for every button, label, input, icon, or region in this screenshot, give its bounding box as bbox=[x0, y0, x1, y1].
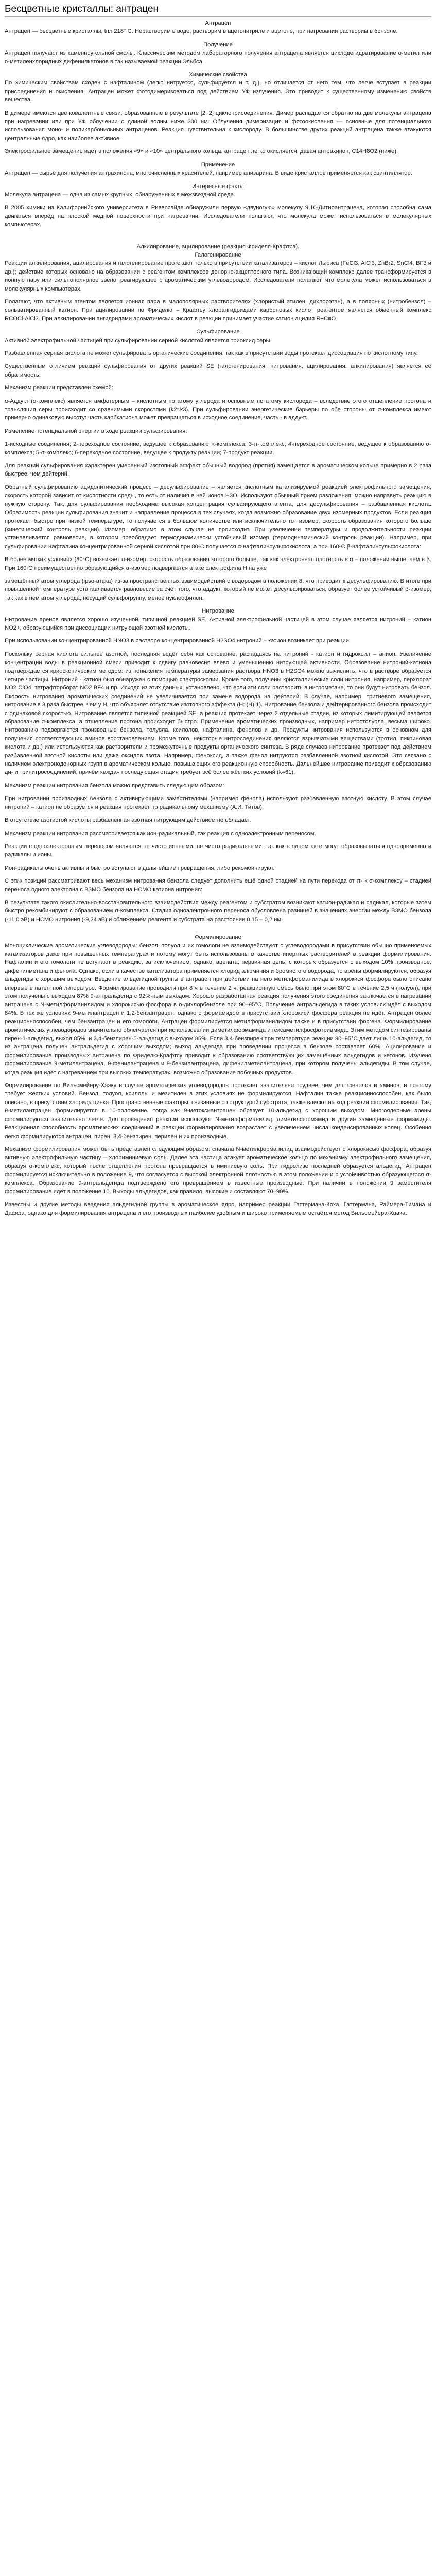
section bbox=[5, 19, 431, 36]
paragraph: Реакции с одноэлектронным переносом являются не чисто ионными, не чисто радикальными, так как в одном акте могут образовываться одновременно и радикалы и ионы. bbox=[5, 843, 431, 858]
section-heading: Интересные факты bbox=[192, 183, 244, 190]
section-heading: Формилирование bbox=[195, 934, 241, 941]
paragraph: Моноциклические ароматические углеводороды: бензол, толуол и их гомологи не взаимодействуют с углеводородами в присутствии обычно применяемых катализаторов даже при повышенных температурах и потому могут быть использованы в качестве инертных растворителей в реакции формилирования. Нафталин и его гомологи не вступают в реакцию, за исключением, однако, ацената, первичная цепь, с которых образуется с выходом 10% производное, дифенилметана и фенола. Однако, если в качестве катализатора применяется хлорид алюминия и бромистого водорода, то арены формилируются, образуя альдегиды с хорошим выходом. Введение альдегидной группы в антрацен при действии на него метилформанилида в хлорокиси фосфора было описано впервые в патентной литературе. Формилирование проводили при 8 ч в течение 2 ч; реакционную смесь было при этом 80°C в течение 2,5 ч (толуол), при этом получены с выходом 87% 9-антральдегид с 92%-ным выходом. Хорошо разработанная реакция получения этого соединения заключается в нагревании антрацена с N-метилформанилидом и хлорокисью фосфора в о-дихлорбензоле при 90–95°C. Получение антральдегида в таких условиях идёт с выходом 84%. В тех же условиях 9-метилантрацен и 1,2-бензантрацен, однако с формамидом в присутствии хлорокиси фосфора реакция не идёт. Антрацен более реакционноспособен, чем бензантрацен и его гомологи. Антрацен формилируется метилформанилидом также и в присутствии фосгена. Формилирование ароматических углеводородов значительно облегчается при использовании диметилформамида и гексаметилфосфотриамида. Этим методом синтезированы пирен-1-альдегид, выход 85%, и 3,4-бензпирен-5-альдегид с выходом 85%. Если 3,4-бензпирен при температуре реакции 90–95°C даёт лишь 10-альдегид, то из антрацена получен антральдегид с хорошим выходом; выход альдегида при проведении процесса в бензоле составляет 60%. Ацилирование и формилирование производных антрацена по Фриделю-Крафтсу приводит к образованию соответствующих замещённых альдегидов и кетонов. Изучено формилирование 9-метилантрацена, 9-фенилантрацена и 9-бензилантрацена, дифенилметилантрацена, при котором получены альдегиды. В том случае, когда реакция идёт с нагреванием при высоких температурах, возможно образование побочных продуктов. bbox=[5, 942, 431, 1076]
section bbox=[5, 182, 431, 229]
paragraph: По химическим свойствам сходен с нафталином (легко нитруется, сульфируется и т. д.), но отличается от него тем, что легче вступает в реакции присоединения и окисления. Антрацен может фотодимеризоваться под действием УФ излучения. Это приводит к существенному изменению свойств вещества. bbox=[5, 80, 431, 104]
paragraph: Известны и другие методы введения альдегидной группы в ароматическое ядро, например реакции Гаттермана-Коха, Гаттермана, Раймера-Тимана и Даффа, однако для формилирования антрацена и его производных наиболее удобным и широко применяемым остаётся метод Вильсмейера-Хаака. bbox=[5, 1201, 431, 1216]
paragraph: Полагают, что активным агентом является ионная пара в малополярных растворителях (хлористый этилен, дихлорэтан), а в полярных (нитробензол) – сольватированный катион. При ацилировании по Фриделю – Крафтсу хлорангидридами карбоновых кислот реагентом является обменный комплекс RCOCl·AlCl3. При алкилировании ангидридами ароматических кислот в реакции принимает участие катион ацилия R−C≡O. bbox=[5, 298, 431, 322]
page-title: Бесцветные кристаллы: антрацен bbox=[5, 3, 431, 17]
paragraph: Антрацен — бесцветные кристаллы, tпл 218° C. Нерастворим в воде, растворим в ацетонитриле и ацетоне, при нагревании растворим в бензоле. bbox=[5, 28, 398, 35]
paragraph: Активной электрофильной частицей при сульфировании серной кислотой является триоксид серы. bbox=[5, 337, 272, 344]
paragraph: При нитровании производных бензола с активирующими заместителями (например фенола) используют разбавленную азотную кислоту. В этом случае нитроний – катион не образуется и реакция протекает по радикальному механизму (А.И. Титов): bbox=[5, 795, 431, 810]
section bbox=[5, 243, 431, 251]
paragraph: Механизм реакции нитрования рассматривается как ион-радикальный, так реакция с одноэлектронным переносом. bbox=[5, 830, 316, 837]
paragraph: Антрацен получают из каменноугольной смолы. Классическим методом лабораторного получения антрацена является циклодегидратирование о-метил или о-метиленхлоридных дифенилкетонов в так называемой реакции Эльбса. bbox=[5, 50, 431, 65]
paragraph: Механизм формилирования может быть представлен следующим образом: сначала N-метилформанилид взаимодействует с хлорокисью фосфора, образуя активную электрофильную частицу – хлориминиевую соль. Далее эта частица атакует ароматическое кольцо по механизму электрофильного замещения, образуя σ-комплекс, который после отщепления протона превращается в иминиевую соль. При гидролизе последней образуется альдегид. Антрацен формилируется исключительно в положение 9, что согласуется с высокой электронной плотностью в этом положении и с устойчивостью образующегося σ-комплекса. Образование 9-антральдегида подтверждено его превращением в известные производные. При наличии в положении 9 заместителя формилирование идёт в положение 10. Выходы альдегидов, как правило, высокие и составляют 70–90%. bbox=[5, 1146, 431, 1195]
paragraph: В более мягких условиях (80◦C) возникает α-изомер, скорость образования которого больше, так как электронная плотность в α – положении выше, чем в β. При 160◦C преимущественно образующийся α-изомер подвергается атаке электрофила H на уже bbox=[5, 556, 431, 571]
paragraph: Механизм реакции представлен схемой: bbox=[5, 385, 113, 392]
section bbox=[5, 328, 431, 602]
paragraph: Формилирование по Вильсмейеру-Хааку в случае ароматических углеводородов протекает значительно труднее, чем для фенолов и аминов, и поэтому требует жёстких условий. Бензол, толуол, ксилолы и мезитилен в этих условиях не формилируются. Нафталин также реакционноспособен, как было описано, в присутствии хлорида цинка. Пространственные факторы, связанные со структурой субстрата, также влияют на ход реакции формилирования. Так, 9-метилантрацен формилируется в 10-положение, тогда как 9-метоксиантрацен образует 10-альдегид с хорошим выходом. Многоядерные арены формилируются значительно легче. Для проведения реакции используют N-метилформанилид, диметилформамид и другие замещённые формамиды. Реакционная способность ароматических соединений в реакции формилирования возрастает с увеличением числа конденсированных колец. Особенно легко формилируются антрацен, пирен, 3,4-бензпирен, перилен и их производные. bbox=[5, 1082, 431, 1140]
paragraph: Антрацен — сырьё для получения антрахинона, многочисленных красителей, например ализарина. В виде кристаллов применяется как сцинтиллятор. bbox=[5, 170, 412, 177]
section bbox=[5, 161, 431, 178]
paragraph: Молекула антрацена — одна из самых крупных, обнаруженных в межзвездной среде. bbox=[5, 191, 235, 198]
paragraph: В отсутствие азотистой кислоты разбавленная азотная нитрующим действием не обладает. bbox=[5, 817, 251, 824]
document bbox=[0, 0, 436, 1227]
paragraph: Существенным отличием реакции сульфирования от других реакций SE (галогенирования, нитрования, ацилирования, алкилирования) является её обратимость: bbox=[5, 363, 431, 378]
section-heading: Нитрование bbox=[202, 608, 234, 615]
paragraph: замещённый атом углерода (ipso-атака) из-за пространственных взаимодействий с водородом в положении 8, что приводит к десульфированию. В итоге при повышенной температуре устанавливается равновесие за счёт того, что аддукт, который не может десульфироваться, образует более устойчивый β-изомер, так как в нем атом углерода, несущий сульфогруппу, менее нуклеофилен. bbox=[5, 578, 431, 601]
paragraph: α-Аддукт (σ-комплекс) является амфотерным – кислотным по атому углерода и основным по атому кислорода – вследствие этого отщепление протона и трансляция серы происходит со сравнимыми скоростями (k2≈k3). При сульфировании энергетические барьеры по обе стороны от σ-комплекса имеют примерно одинаковую высоту: часть карбкатиона может превращаться в исходное соединение, часть - в аддукт. bbox=[5, 398, 431, 421]
paragraph: В 2005 химики из Калифорнийского университета в Риверсайде обнаружили первую «двуногую» молекулу 9,10-Дитиоантрацена, которая способна сама двигаться вперёд на плоской медной поверхности при нагревании. Исследователи полагают, что молекула может использоваться в молекулярных компьютерах. bbox=[5, 205, 431, 228]
paragraph: Обратный сульфированию ацидолитический процесс – десульфирование – является кислотным катализируемой реакцией электрофильного замещения, скорость которой зависит от кислотности среды, то есть от наличия в ней ионов H3O. Используют обычный прием разложения; можно направить реакцию в нужную сторону. Так, для сульфирования необходима высокая концентрация сульфирующего агента, для десульфирования – разбавленная кислота. Обратимость реакции сульфирования значит и направление процесса в тех случаях, когда возможно образование двух изомерных продуктов. Если реакция протекает быстро при низкой температуре, то получается в большом количестве или исключительно тот изомер, скорость образования которого больше (кинетический контроль реакции). Изомер, обратимо в этом случае не происходит. При увеличении температуры и продолжительности реакции устанавливается равновесие, в котором преобладает термодинамически устойчивый изомер (термодинамический контроль реакции). Например, при сульфировании нафталина концентрированной серной кислотой при 80◦C получается α-нафталинсульфокислота, а при 160◦C β-нафталинсульфокислота: bbox=[5, 484, 431, 550]
paragraph: Электрофильное замещение идёт в положения «9» и «10» центрального кольца, антрацен легко окисляется, давая антрахинон, C14H8O2 (ниже). bbox=[5, 148, 398, 155]
section bbox=[5, 933, 431, 1217]
paragraph: Механизм реакции нитрования бензола можно представить следующим образом: bbox=[5, 782, 224, 789]
paragraph: При использовании концентрированной HNO3 в растворе концентрированной H2SO4 нитроний – катион возникает при реакции: bbox=[5, 638, 351, 645]
paragraph: Изменение потенциальной энергии в ходе реакции сульфирования: bbox=[5, 428, 187, 434]
section-heading: Сульфирование bbox=[196, 329, 240, 335]
section-heading: Применение bbox=[201, 161, 235, 168]
section bbox=[5, 251, 431, 323]
paragraph: Ион-радикалы очень активны и быстро вступают в дальнейшие превращения, либо рекомбинируют. bbox=[5, 865, 275, 871]
section-heading: Получение bbox=[203, 41, 233, 48]
section bbox=[5, 41, 431, 66]
section-heading: Алкилирование, ацилирование (реакция Фриделя-Крафтса). bbox=[136, 243, 300, 250]
paragraph: Для реакций сульфирования характерен умеренный изотопный эффект обычный водород (протия) замещается в ароматическом кольце примерно в 2 раза быстрее, чем дейтерий. bbox=[5, 463, 431, 478]
paragraph: Разбавленная серная кислота не может сульфировать органические соединения, так как в присутствии воды протекает диссоциация по кислотному типу. bbox=[5, 350, 418, 357]
section bbox=[5, 71, 431, 156]
paragraph: Реакции алкилирования, ацилирования и галогенирование протекают только в присутствии катализаторов – кислот Льюиса (FeCl3, AlCl3, ZnBr2, SnCl4, BF3 и др.); действие которых основано на образовании с реагентом комплексов донорно-акцепторного типа. Возникающий комплекс далее трансформируется в ионную пару или сильнополярное звено, реагирующее с ароматическим углеводородом. Исследователи полагают, что молекула может использоваться в молекулярных компьютерах. bbox=[5, 260, 431, 292]
paragraph: Нитрование аренов является хорошо изученной, типичной реакцией SE. Активной электрофильной частицей в этом случае является нитроний – катион NO2+, образующийся при диссоциации нитрующей азотной кислоты. bbox=[5, 616, 431, 631]
paragraph: В результате такого окислительно-восстановительного взаимодействия между реагентом и субстратом возникают катион-радикал и радикал, которые затем быстро рекомбинируют с образованием σ-комплекса. Стадия одноэлектронного переноса обусловлена разницей в значениях энергии между ВЗМО бензола (-11,0 эВ) и НСМО нитрония (-9,24 эВ) и сближением реагента и субстрата на расстоянии 0,15 – 0,2 нм. bbox=[5, 899, 431, 923]
paragraph: 1-исходные соединения; 2-переходное состояние, ведущее к образованию π-комплекса; 3-π-комплекс; 4-переходное состояние, ведущее к образованию σ-комплекса; 5-σ-комплекс; 6-переходное состояние, ведущее к продукту реакции; 7-продукт реакции. bbox=[5, 441, 431, 456]
paragraph: Поскольку серная кислота сильнее азотной, последняя ведёт себя как основание, распадаясь на нитроний - катион и гидроксил – анион. Увеличение концентрации воды в реакционной смеси приводит к сдвигу равновесия влево и уменьшению нитрующей активности. Образование нитроний-катиона подтверждается криоскопическим методом: из понижения температуры замерзания раствора HNO3 в H2SO4 можно вычислить, что в растворе образуется четыре частицы. Нитроний - катион был обнаружен с помощью спектроскопии. Кроме того, получены кристаллические соли нитрония, например, перхлорат NO2 ClO4, тетрафторборат NO2 BF4 и пр. Исходя из этих данных, установлено, что если эти соли растворить в нитрометане, то они будут нитровать бензол. Скорость нитрования ароматических соединений не увеличивается при замене водорода на дейтерий. В случае, например, тритиевого замещения, нитрование в 3 раза быстрее, чем у H, что объясняет отсутствие изотопного эффекта (Н: (Н) 1). Нитрование бензола и дейтерированного бензола происходит с одинаковой скоростью. Нитрование является типичной реакцией SE, а реакция протекает через 2 отдельные стадии, из которых лимитирующей является образование σ-комплекса, а отщепление протона происходит быстро. Применение ароматических производных, например нитротолуола, весьма широко. Нитрованию подвергаются производные бензола, толуола, ксилолов, нафталина, фенолов и др. Продукты нитрования используются в основном для получения соответствующих аминов восстановлением. Кроме того, некоторые нитросоединения являются взрывчатыми веществами (тротил, пикриновая кислота и др.) или используются как растворители и промежуточные продукты органического синтеза. В ряде случаев нитрование протекает под действием разбавленной азотной кислоты или даже оксидов азота. Например, феноксид, а также фенол нитруются разбавленной азотной кислотой. Это связано с наличием электронодонорных групп в ароматическом кольце, повышающих его реакционную способность. Дальнейшее нитрование приводит к образованию ди- и тринитросоединений, причём каждая последующая стадия требует всё более жёстких условий (k=61). bbox=[5, 651, 431, 776]
section-heading: Галогенирование bbox=[195, 251, 241, 258]
section bbox=[5, 607, 431, 924]
paragraph: В димере имеются две ковалентные связи, образованные в результате [2+2] циклоприсоединения. Димер распадается обратно на две молекулы антрацена при нагревании или при УФ облучении с длиной волны ниже 300 нм. Облучения димеризация и фотоокисления — основные для потенциального использования моно- и поликарбонильных антраценов. Реакция чувствительна к кислороду. В большинстве других реакций антрацена также атакуются центральные ядро, как наиболее активное. bbox=[5, 110, 431, 142]
section-heading: Антрацен bbox=[205, 20, 231, 26]
sections-container bbox=[5, 19, 431, 1217]
paragraph: С этих позиций рассматривают весь механизм нитрования бензола следует дополнить ещё одной стадией на пути перехода от π- к σ-комплексу – стадией переноса одного электрона с ВЗМО бензола на НСМО катиона нитрония: bbox=[5, 878, 431, 893]
section-heading: Химические свойства bbox=[189, 72, 247, 78]
